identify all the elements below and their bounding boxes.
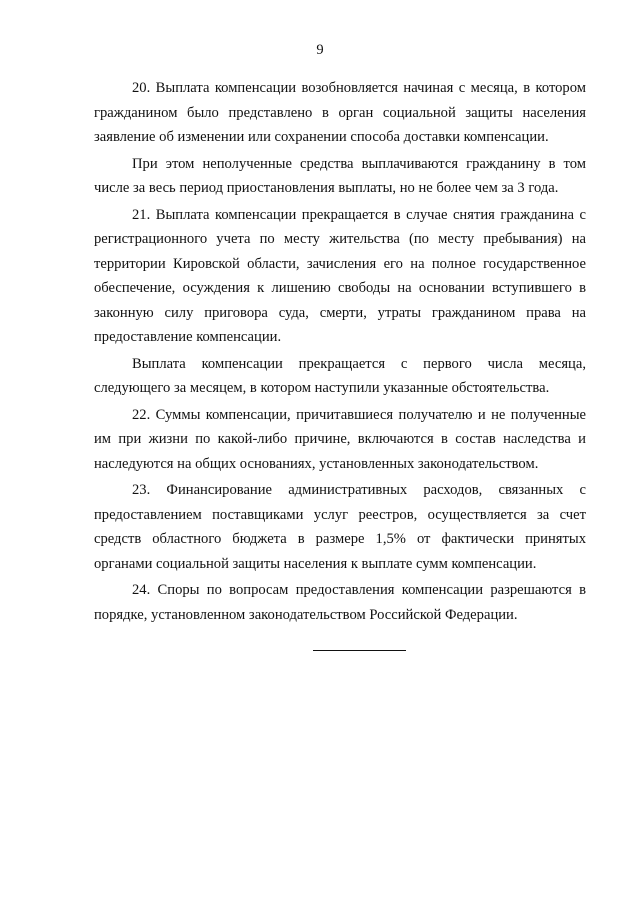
paragraph-22: 22. Суммы компенсации, причитавшиеся получателю и не полученные им при жизни по какой-либо причине, включаются в состав наследства и наследуются на общих основаниях, установленных законодательством. <box>94 406 586 472</box>
paragraph-23: 23. Финансирование административных расходов, связанных с предоставлением поставщиками услуг реестров, осуществляется за счет средств областного бюджета в размере 1,5% от фактически принятых органами социальной защиты населения к выплате сумм компенсации. <box>94 482 586 572</box>
paragraph-20-note: При этом неполученные средства выплачиваются гражданину в том числе за весь период приостановления выплаты, но не более чем за 3 года. <box>94 155 586 196</box>
paragraph-21-note: Выплата компенсации прекращается с первого числа месяца, следующего за месяцем, в котором наступили указанные обстоятельства. <box>94 355 586 396</box>
paragraph-21: 21. Выплата компенсации прекращается в случае снятия гражданина с регистрационного учета по месту жительства (по месту пребывания) на территории Кировской области, зачисления его на полное государственное обеспечение, осуждения к лишению свободы на основании вступившего в законную силу приговора суда, смерти, утраты гражданином права на предоставление компенсации. <box>94 206 586 345</box>
page-number: 9 <box>316 42 324 58</box>
document-body <box>94 76 586 629</box>
paragraph-24: 24. Споры по вопросам предоставления компенсации разрешаются в порядке, установленном законодательством Российской Федерации. <box>94 582 586 623</box>
closing-divider-line <box>313 650 406 651</box>
paragraph-20: 20. Выплата компенсации возобновляется начиная с месяца, в котором гражданином было представлено в орган социальной защиты населения заявление об изменении или сохранении способа доставки компенсации. <box>94 80 586 145</box>
